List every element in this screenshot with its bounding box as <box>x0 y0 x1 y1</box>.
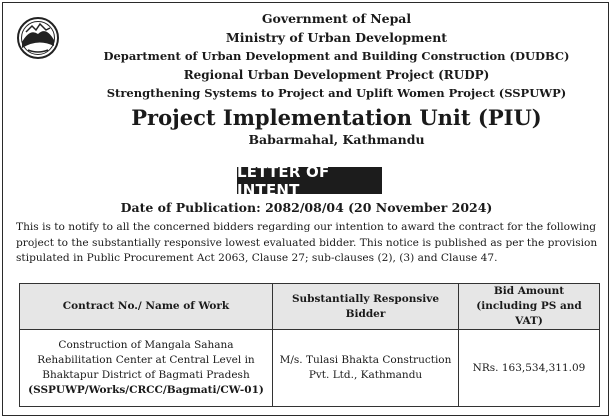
header-amount: Bid Amount (including PS and VAT) <box>459 284 600 330</box>
body-line: project to the substantially responsive lowest evaluated bidder. This notice is published as per the provision <box>16 236 598 249</box>
office-location: Babarmahal, Kathmandu <box>248 131 425 147</box>
government-name: Government of Nepal <box>261 11 412 26</box>
work-name-line: Bhaktapur District of Bagmati Pradesh <box>42 369 250 381</box>
unit-title: Project Implementation Unit (PIU) <box>131 104 542 130</box>
notice-body <box>16 220 601 267</box>
table-header-row <box>20 284 600 330</box>
contract-number: (SSPUWP/Works/CRCC/Bagmati/CW-01) <box>28 384 264 396</box>
header-work: Contract No./ Name of Work <box>20 284 273 330</box>
nepal-government-emblem-icon <box>16 16 60 60</box>
letterhead <box>70 10 603 149</box>
bidder-cell: M/s. Tulasi Bhakta Construction Pvt. Ltd., Kathmandu <box>273 330 459 407</box>
publication-date: Date of Publication: 2082/08/04 (20 November 2024) <box>120 200 493 215</box>
department-name: Department of Urban Development and Building Construction (DUDBC) <box>103 49 570 63</box>
ministry-name: Ministry of Urban Development <box>225 29 448 45</box>
table-row <box>20 330 600 407</box>
amount-cell: NRs. 163,534,311.09 <box>459 330 600 407</box>
work-name-line: Construction of Mangala Sahana <box>58 339 234 351</box>
letter-title: LETTER OF INTENT <box>237 167 382 194</box>
sub-project-name: Strengthening Systems to Project and Uplift Women Project (SSPUWP) <box>106 86 567 100</box>
work-cell <box>20 330 273 407</box>
body-line: stipulated in Public Procurement Act 2063, Clause 27; sub-clauses (2), (3) and Clause 47. <box>16 252 498 264</box>
work-name-line: Rehabilitation Center at Central Level in <box>37 354 255 366</box>
award-table <box>19 283 600 407</box>
header-bidder: Substantially Responsive Bidder <box>273 284 459 330</box>
project-name: Regional Urban Development Project (RUDP) <box>183 67 490 82</box>
body-line: This is to notify to all the concerned bidders regarding our intention to award the contract for the following <box>16 221 597 233</box>
